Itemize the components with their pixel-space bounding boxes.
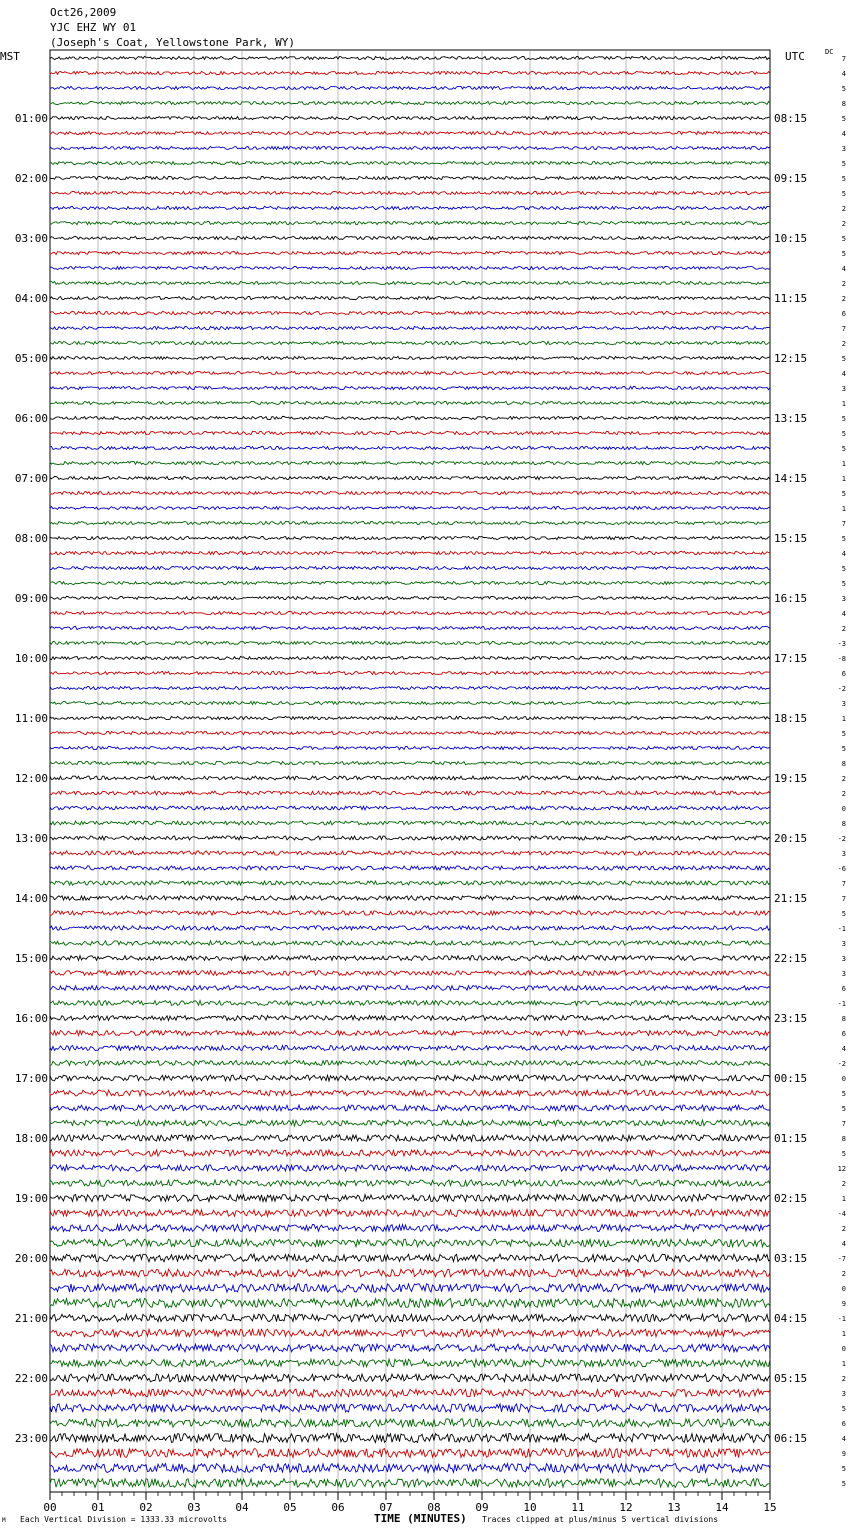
trace-row-24 bbox=[50, 416, 770, 419]
dc-offset-label: 7 bbox=[841, 880, 846, 888]
trace-row-51 bbox=[50, 821, 770, 825]
trace-row-9 bbox=[50, 191, 770, 194]
trace-row-29 bbox=[50, 491, 770, 494]
dc-offset-label: -2 bbox=[837, 685, 846, 693]
dc-offset-label: -1 bbox=[837, 925, 846, 933]
utc-hour-label: 00:15 bbox=[774, 1072, 808, 1085]
x-tick-label: 11 bbox=[571, 1501, 585, 1514]
trace-row-87 bbox=[50, 1359, 770, 1367]
dc-offset-label: 4 bbox=[841, 130, 846, 138]
dc-offset-label: 5 bbox=[841, 1465, 846, 1473]
dc-offset-label: 5 bbox=[841, 190, 846, 198]
utc-hour-label: 22:15 bbox=[774, 952, 808, 965]
x-tick-label: 13 bbox=[667, 1501, 681, 1514]
dc-offset-label: 2 bbox=[841, 625, 846, 633]
trace-row-43 bbox=[50, 701, 770, 704]
trace-row-10 bbox=[50, 206, 770, 209]
trace-row-42 bbox=[50, 686, 770, 689]
trace-row-66 bbox=[50, 1046, 770, 1051]
dc-offset-label: -7 bbox=[837, 1255, 846, 1263]
dc-offset-label: 3 bbox=[841, 940, 846, 948]
trace-row-71 bbox=[50, 1120, 770, 1126]
utc-hour-label: 04:15 bbox=[774, 1312, 808, 1325]
trace-row-90 bbox=[50, 1404, 770, 1412]
trace-row-32 bbox=[50, 536, 770, 539]
x-tick-label: 04 bbox=[235, 1501, 249, 1514]
trace-row-25 bbox=[50, 431, 770, 434]
mst-hour-label: 07:00 bbox=[14, 472, 48, 485]
dc-offset-label: 0 bbox=[841, 1345, 846, 1353]
trace-row-35 bbox=[50, 581, 770, 584]
x-tick-label: 12 bbox=[619, 1501, 633, 1514]
trace-row-85 bbox=[50, 1329, 770, 1337]
dc-offset-label: 5 bbox=[841, 1150, 846, 1158]
trace-row-65 bbox=[50, 1030, 770, 1035]
trace-row-83 bbox=[50, 1299, 770, 1308]
utc-hour-label: 10:15 bbox=[774, 232, 808, 245]
trace-row-5 bbox=[50, 131, 770, 134]
trace-row-44 bbox=[50, 716, 770, 719]
utc-hour-label: 02:15 bbox=[774, 1192, 808, 1205]
trace-row-53 bbox=[50, 851, 770, 855]
trace-row-59 bbox=[50, 941, 770, 945]
mst-hour-label: 11:00 bbox=[14, 712, 48, 725]
dc-offset-label: 2 bbox=[841, 1180, 846, 1188]
utc-hour-label: 11:15 bbox=[774, 292, 808, 305]
x-axis-label: TIME (MINUTES) bbox=[374, 1512, 467, 1525]
left-timezone-label: MST bbox=[0, 50, 20, 63]
trace-row-4 bbox=[50, 116, 770, 119]
dc-offset-label: 6 bbox=[841, 670, 846, 678]
trace-row-50 bbox=[50, 806, 770, 810]
dc-offset-label: 5 bbox=[841, 910, 846, 918]
trace-row-81 bbox=[50, 1269, 770, 1277]
dc-offset-label: -6 bbox=[837, 865, 846, 873]
dc-offset-label: -2 bbox=[837, 1060, 846, 1068]
utc-hour-label: 09:15 bbox=[774, 172, 808, 185]
dc-offset-label: 3 bbox=[841, 1390, 846, 1398]
trace-row-36 bbox=[50, 596, 770, 599]
mst-hour-label: 21:00 bbox=[14, 1312, 48, 1325]
dc-offset-label: 8 bbox=[841, 100, 846, 108]
dc-offset-label: -8 bbox=[837, 655, 846, 663]
trace-row-55 bbox=[50, 881, 770, 885]
trace-row-41 bbox=[50, 671, 770, 674]
utc-hour-label: 23:15 bbox=[774, 1012, 808, 1025]
utc-hour-label: 18:15 bbox=[774, 712, 808, 725]
x-tick-label: 00 bbox=[43, 1501, 57, 1514]
dc-offset-label: 4 bbox=[841, 550, 846, 558]
dc-offset-label: 5 bbox=[841, 85, 846, 93]
trace-row-77 bbox=[50, 1210, 770, 1217]
trace-row-67 bbox=[50, 1060, 770, 1065]
mst-hour-label: 08:00 bbox=[14, 532, 48, 545]
x-tick-label: 15 bbox=[763, 1501, 777, 1514]
utc-hour-label: 17:15 bbox=[774, 652, 808, 665]
trace-row-23 bbox=[50, 401, 770, 404]
dc-offset-label: 3 bbox=[841, 145, 846, 153]
trace-row-15 bbox=[50, 281, 770, 284]
dc-offset-label: 2 bbox=[841, 340, 846, 348]
mst-hour-label: 13:00 bbox=[14, 832, 48, 845]
trace-row-14 bbox=[50, 266, 770, 269]
dc-offset-label: 6 bbox=[841, 1420, 846, 1428]
dc-offset-label: 7 bbox=[841, 1120, 846, 1128]
dc-offset-label: 3 bbox=[841, 385, 846, 393]
mst-hour-label: 10:00 bbox=[14, 652, 48, 665]
trace-row-88 bbox=[50, 1374, 770, 1382]
trace-row-1 bbox=[50, 71, 770, 74]
dc-offset-label: 4 bbox=[841, 610, 846, 618]
dc-offset-label: 0 bbox=[841, 805, 846, 813]
dc-offset-label: 5 bbox=[841, 565, 846, 573]
dc-offset-label: 1 bbox=[841, 460, 846, 468]
trace-row-6 bbox=[50, 146, 770, 149]
right-timezone-label: UTC bbox=[785, 50, 805, 63]
dc-column-label: DC bbox=[825, 48, 834, 56]
scale-note: Each Vertical Division = 1333.33 microvolts bbox=[20, 1515, 228, 1524]
trace-row-17 bbox=[50, 311, 770, 314]
trace-row-16 bbox=[50, 296, 770, 299]
mst-hour-label: 01:00 bbox=[14, 112, 48, 125]
clip-note: Traces clipped at plus/minus 5 vertical divisions bbox=[482, 1515, 719, 1524]
utc-hour-label: 01:15 bbox=[774, 1132, 808, 1145]
trace-row-75 bbox=[50, 1180, 770, 1186]
mst-hour-label: 22:00 bbox=[14, 1372, 48, 1385]
dc-offset-label: 5 bbox=[841, 580, 846, 588]
trace-row-56 bbox=[50, 896, 770, 900]
utc-hour-label: 05:15 bbox=[774, 1372, 808, 1385]
trace-row-3 bbox=[50, 101, 770, 104]
dc-offset-label: 8 bbox=[841, 820, 846, 828]
dc-offset-label: 9 bbox=[841, 1450, 846, 1458]
trace-row-12 bbox=[50, 236, 770, 239]
mst-hour-label: 18:00 bbox=[14, 1132, 48, 1145]
dc-offset-label: 2 bbox=[841, 1270, 846, 1278]
trace-row-20 bbox=[50, 356, 770, 359]
dc-offset-label: 7 bbox=[841, 325, 846, 333]
trace-row-86 bbox=[50, 1344, 770, 1352]
mst-hour-label: 23:00 bbox=[14, 1432, 48, 1445]
dc-offset-label: 5 bbox=[841, 535, 846, 543]
trace-row-54 bbox=[50, 866, 770, 870]
trace-row-28 bbox=[50, 476, 770, 479]
trace-row-89 bbox=[50, 1389, 770, 1397]
trace-row-64 bbox=[50, 1015, 770, 1020]
dc-offset-label: -3 bbox=[837, 640, 846, 648]
trace-row-11 bbox=[50, 221, 770, 224]
trace-row-13 bbox=[50, 251, 770, 254]
mst-hour-label: 04:00 bbox=[14, 292, 48, 305]
trace-row-0 bbox=[50, 56, 770, 59]
trace-row-61 bbox=[50, 971, 770, 976]
dc-offset-label: 2 bbox=[841, 775, 846, 783]
dc-offset-label: 3 bbox=[841, 595, 846, 603]
utc-hour-label: 15:15 bbox=[774, 532, 808, 545]
trace-row-46 bbox=[50, 746, 770, 749]
dc-offset-label: 4 bbox=[841, 1240, 846, 1248]
dc-offset-label: 1 bbox=[841, 1360, 846, 1368]
mst-hour-label: 03:00 bbox=[14, 232, 48, 245]
dc-offset-label: 12 bbox=[837, 1165, 846, 1173]
trace-row-73 bbox=[50, 1150, 770, 1156]
header-location: (Joseph's Coat, Yellowstone Park, WY) bbox=[50, 36, 296, 49]
mst-hour-label: 12:00 bbox=[14, 772, 48, 785]
utc-hour-label: 19:15 bbox=[774, 772, 808, 785]
dc-offset-label: 5 bbox=[841, 430, 846, 438]
trace-row-82 bbox=[50, 1284, 770, 1292]
dc-offset-label: 1 bbox=[841, 1330, 846, 1338]
dc-offset-label: 5 bbox=[841, 490, 846, 498]
dc-offset-label: 7 bbox=[841, 520, 846, 528]
header-date: Oct26,2009 bbox=[50, 6, 117, 19]
dc-offset-label: 7 bbox=[841, 895, 846, 903]
trace-row-40 bbox=[50, 656, 770, 659]
dc-offset-label: 1 bbox=[841, 505, 846, 513]
trace-row-57 bbox=[50, 911, 770, 915]
dc-offset-label: 0 bbox=[841, 1285, 846, 1293]
utc-hour-label: 03:15 bbox=[774, 1252, 808, 1265]
trace-row-21 bbox=[50, 371, 770, 374]
x-tick-label: 09 bbox=[475, 1501, 489, 1514]
trace-row-79 bbox=[50, 1239, 770, 1247]
trace-row-76 bbox=[50, 1195, 770, 1202]
dc-offset-label: 3 bbox=[841, 700, 846, 708]
trace-row-39 bbox=[50, 641, 770, 644]
dc-offset-label: 1 bbox=[841, 1195, 846, 1203]
utc-hour-label: 12:15 bbox=[774, 352, 808, 365]
trace-row-19 bbox=[50, 341, 770, 344]
x-tick-label: 06 bbox=[331, 1501, 345, 1514]
trace-row-93 bbox=[50, 1449, 770, 1458]
trace-row-72 bbox=[50, 1135, 770, 1141]
dc-offset-label: 4 bbox=[841, 1045, 846, 1053]
trace-row-62 bbox=[50, 986, 770, 991]
dc-offset-label: 3 bbox=[841, 955, 846, 963]
x-tick-label: 02 bbox=[139, 1501, 153, 1514]
dc-offset-label: 5 bbox=[841, 1105, 846, 1113]
dc-offset-label: 1 bbox=[841, 475, 846, 483]
trace-row-26 bbox=[50, 446, 770, 449]
trace-row-94 bbox=[50, 1464, 770, 1473]
trace-row-47 bbox=[50, 761, 770, 764]
trace-row-33 bbox=[50, 551, 770, 554]
mst-hour-label: 20:00 bbox=[14, 1252, 48, 1265]
dc-offset-label: 2 bbox=[841, 205, 846, 213]
trace-row-63 bbox=[50, 1001, 770, 1006]
dc-offset-label: 5 bbox=[841, 175, 846, 183]
utc-hour-label: 06:15 bbox=[774, 1432, 808, 1445]
trace-row-95 bbox=[50, 1479, 770, 1488]
dc-offset-label: 5 bbox=[841, 235, 846, 243]
dc-offset-label: -1 bbox=[837, 1000, 846, 1008]
dc-offset-label: 1 bbox=[841, 715, 846, 723]
utc-hour-label: 13:15 bbox=[774, 412, 808, 425]
dc-offset-label: -2 bbox=[837, 835, 846, 843]
trace-row-84 bbox=[50, 1314, 770, 1322]
trace-row-60 bbox=[50, 956, 770, 961]
dc-offset-label: 2 bbox=[841, 1225, 846, 1233]
x-tick-label: 05 bbox=[283, 1501, 297, 1514]
utc-hour-label: 21:15 bbox=[774, 892, 808, 905]
dc-offset-label: 8 bbox=[841, 1135, 846, 1143]
footer-mark: M bbox=[2, 1517, 6, 1524]
dc-offset-label: 4 bbox=[841, 265, 846, 273]
dc-offset-label: 5 bbox=[841, 355, 846, 363]
dc-offset-label: 8 bbox=[841, 760, 846, 768]
x-tick-label: 01 bbox=[91, 1501, 105, 1514]
dc-offset-label: 2 bbox=[841, 1375, 846, 1383]
dc-offset-label: 6 bbox=[841, 1030, 846, 1038]
mst-hour-label: 14:00 bbox=[14, 892, 48, 905]
dc-offset-label: 5 bbox=[841, 745, 846, 753]
trace-row-7 bbox=[50, 161, 770, 164]
dc-offset-label: 5 bbox=[841, 1480, 846, 1488]
dc-offset-label: -1 bbox=[837, 1315, 846, 1323]
trace-row-38 bbox=[50, 626, 770, 629]
dc-offset-label: 5 bbox=[841, 115, 846, 123]
utc-hour-label: 20:15 bbox=[774, 832, 808, 845]
mst-hour-label: 17:00 bbox=[14, 1072, 48, 1085]
utc-hour-label: 08:15 bbox=[774, 112, 808, 125]
trace-row-30 bbox=[50, 506, 770, 509]
dc-offset-label: 2 bbox=[841, 280, 846, 288]
dc-offset-label: 5 bbox=[841, 1405, 846, 1413]
dc-offset-label: 5 bbox=[841, 445, 846, 453]
dc-offset-label: 9 bbox=[841, 1300, 846, 1308]
trace-row-74 bbox=[50, 1165, 770, 1171]
x-tick-label: 03 bbox=[187, 1501, 201, 1514]
dc-offset-label: 4 bbox=[841, 70, 846, 78]
trace-row-69 bbox=[50, 1090, 770, 1096]
x-tick-label: 10 bbox=[523, 1501, 537, 1514]
trace-row-2 bbox=[50, 86, 770, 89]
trace-row-70 bbox=[50, 1105, 770, 1111]
dc-offset-label: 7 bbox=[841, 55, 846, 63]
dc-offset-label: 2 bbox=[841, 295, 846, 303]
dc-offset-label: 5 bbox=[841, 250, 846, 258]
trace-row-58 bbox=[50, 926, 770, 930]
dc-offset-label: 8 bbox=[841, 1015, 846, 1023]
utc-hour-label: 16:15 bbox=[774, 592, 808, 605]
trace-row-52 bbox=[50, 836, 770, 840]
trace-row-18 bbox=[50, 326, 770, 329]
dc-offset-label: 4 bbox=[841, 1435, 846, 1443]
trace-row-31 bbox=[50, 521, 770, 524]
mst-hour-label: 02:00 bbox=[14, 172, 48, 185]
utc-hour-label: 14:15 bbox=[774, 472, 808, 485]
mst-hour-label: 06:00 bbox=[14, 412, 48, 425]
dc-offset-label: 6 bbox=[841, 310, 846, 318]
dc-offset-label: 2 bbox=[841, 220, 846, 228]
x-tick-label: 08 bbox=[427, 1501, 441, 1514]
trace-row-27 bbox=[50, 461, 770, 464]
mst-hour-label: 09:00 bbox=[14, 592, 48, 605]
trace-row-92 bbox=[50, 1434, 770, 1443]
mst-hour-label: 16:00 bbox=[14, 1012, 48, 1025]
trace-row-34 bbox=[50, 566, 770, 569]
header-station: YJC EHZ WY 01 bbox=[50, 21, 137, 34]
dc-offset-label: 4 bbox=[841, 370, 846, 378]
trace-row-49 bbox=[50, 791, 770, 795]
x-tick-label: 14 bbox=[715, 1501, 729, 1514]
dc-offset-label: 5 bbox=[841, 415, 846, 423]
trace-row-8 bbox=[50, 176, 770, 179]
dc-offset-label: 2 bbox=[841, 790, 846, 798]
dc-offset-label: -4 bbox=[837, 1210, 846, 1218]
mst-hour-label: 15:00 bbox=[14, 952, 48, 965]
dc-offset-label: 1 bbox=[841, 400, 846, 408]
dc-offset-label: 0 bbox=[841, 1075, 846, 1083]
trace-row-45 bbox=[50, 731, 770, 734]
mst-hour-label: 19:00 bbox=[14, 1192, 48, 1205]
dc-offset-label: 3 bbox=[841, 970, 846, 978]
dc-offset-label: 5 bbox=[841, 160, 846, 168]
trace-row-91 bbox=[50, 1419, 770, 1427]
trace-row-37 bbox=[50, 611, 770, 614]
dc-offset-label: 5 bbox=[841, 730, 846, 738]
x-tick-label: 07 bbox=[379, 1501, 393, 1514]
dc-offset-label: 6 bbox=[841, 985, 846, 993]
dc-offset-label: 5 bbox=[841, 1090, 846, 1098]
trace-row-48 bbox=[50, 776, 770, 780]
trace-row-78 bbox=[50, 1225, 770, 1232]
trace-row-80 bbox=[50, 1254, 770, 1262]
trace-row-22 bbox=[50, 386, 770, 389]
dc-offset-label: 3 bbox=[841, 850, 846, 858]
trace-row-68 bbox=[50, 1075, 770, 1081]
mst-hour-label: 05:00 bbox=[14, 352, 48, 365]
